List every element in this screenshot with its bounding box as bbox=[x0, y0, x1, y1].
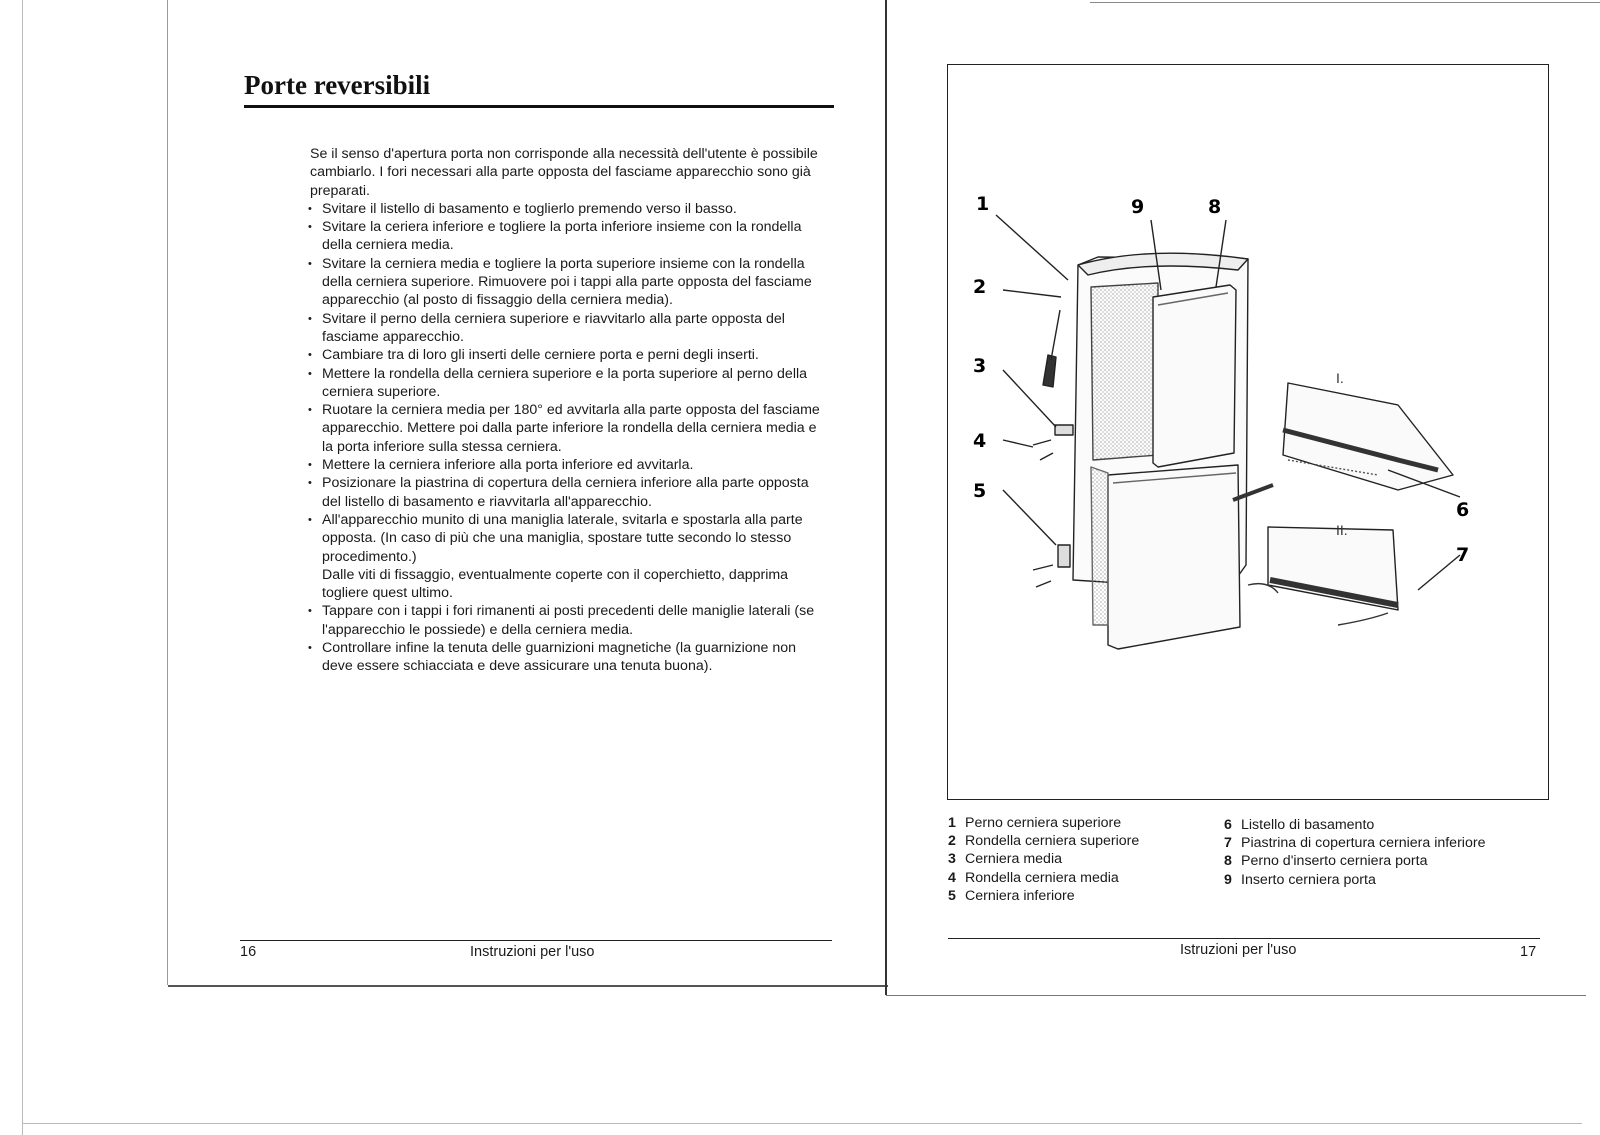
list-item: • Cambiare tra di loro gli inserti delle cerniere porta e perni degli inserti. bbox=[310, 346, 830, 364]
callout-6: 6 bbox=[1456, 499, 1470, 521]
page-title: Porte reversibili bbox=[244, 70, 431, 100]
list-item: • Controllare infine la tenuta delle guarnizioni magnetiche (la guarnizione non deve essere schiacciata e deve assicurare una tenuta buona). bbox=[310, 639, 830, 676]
legend-item: 5 Cerniera inferiore bbox=[948, 887, 1075, 904]
left-page-edge bbox=[167, 0, 168, 985]
callout-2: 2 bbox=[973, 276, 987, 298]
scan-bottom-border bbox=[22, 1123, 1582, 1124]
left-page-number: 16 bbox=[240, 944, 257, 960]
legend-item: 8 Perno d'inserto cerniera porta bbox=[1224, 853, 1428, 870]
inset-two-label: II. bbox=[1336, 522, 1348, 538]
list-item: • All'apparecchio munito di una maniglia laterale, svitarla e spostarla alla parte opposta. (In caso di più che una maniglia, spostare tutte secondo lo stesso procedimento.) bbox=[310, 511, 830, 566]
callout-7: 7 bbox=[1456, 544, 1470, 566]
left-page-bottom-edge bbox=[168, 985, 888, 987]
inset-two-panel bbox=[1268, 527, 1398, 610]
callout-1: 1 bbox=[976, 193, 990, 215]
callout-4: 4 bbox=[973, 430, 987, 452]
right-footer-rule bbox=[948, 938, 1540, 939]
legend-item: 1 Perno cerniera superiore bbox=[948, 815, 1122, 831]
legend-item: 4 Rondella cerniera media bbox=[948, 869, 1119, 886]
spine-line bbox=[885, 0, 887, 995]
legend-item: 3 Cerniera media bbox=[948, 851, 1062, 868]
step-note: Dalle viti di fissaggio, eventualmente coperte con il coperchietto, dapprima togliere quest ultimo. bbox=[322, 566, 789, 602]
list-item: • Tappare con i tappi i fori rimanenti ai posti precedenti delle maniglie laterali (se l'apparecchio le possiede) e della cerniera media. bbox=[310, 602, 830, 639]
figure-frame bbox=[947, 64, 1549, 800]
upper-door bbox=[1153, 285, 1236, 467]
list-item: • Svitare la ceriera inferiore e togliere la porta inferiore insieme con la rondella della cerniera media. bbox=[310, 218, 830, 255]
scan-left-border bbox=[22, 0, 23, 1135]
list-item: • Svitare la cerniera media e togliere la porta superiore insieme con la rondella della cerniera superiore. Rimuovere poi i tappi alla parte opposta del fasciame apparecchio (al posto di fissaggio della cerniera media). bbox=[310, 255, 830, 310]
list-item: • Svitare il listello di basamento e toglierlo premendo verso il basso. bbox=[310, 200, 830, 218]
left-footer-rule bbox=[240, 940, 832, 941]
lower-hinge bbox=[1058, 545, 1070, 567]
right-footer-title: Istruzioni per l'uso bbox=[1180, 942, 1297, 958]
intro-paragraph: Se il senso d'apertura porta non corrisponde alla necessità dell'utente è possibile cambiarlo. I fori necessari alla parte opposta del fasciame apparecchio sono già preparati. bbox=[310, 146, 818, 199]
instructions-body bbox=[310, 145, 830, 676]
list-item: • Ruotare la cerniera media per 180° ed avvitarla alla parte opposta del fasciame apparecchio. Mettere poi dalla parte inferiore la rondella della cerniera media e la porta inferiore sulla stessa cerniera. bbox=[310, 401, 830, 456]
legend-item: 7 Piastrina di copertura cerniera inferiore bbox=[1224, 835, 1486, 852]
steps-list-continued bbox=[310, 602, 830, 675]
legend-item: 6 Listello di basamento bbox=[1224, 817, 1375, 833]
callout-8: 8 bbox=[1208, 196, 1222, 218]
list-item: • Posizionare la piastrina di copertura della cerniera inferiore alla parte opposta del listello di basamento e riavvitarla all'apparecchio. bbox=[310, 474, 830, 511]
title-underline bbox=[244, 105, 834, 108]
legend-left bbox=[948, 814, 1139, 905]
upper-interior bbox=[1091, 283, 1158, 460]
scan-top-border bbox=[1090, 2, 1600, 3]
callout-5: 5 bbox=[973, 480, 987, 502]
screwdriver-icon bbox=[1043, 310, 1060, 387]
callout-3: 3 bbox=[973, 355, 987, 377]
steps-list bbox=[310, 200, 830, 566]
callout-9: 9 bbox=[1131, 196, 1145, 218]
list-item: • Svitare il perno della cerniera superiore e riavvitarlo alla parte opposta del fasciame apparecchio. bbox=[310, 310, 830, 347]
right-page-number: 17 bbox=[1520, 944, 1537, 960]
right-page-bottom-edge bbox=[886, 995, 1586, 996]
lower-door bbox=[1108, 465, 1240, 649]
legend-right bbox=[1224, 816, 1485, 889]
list-item: • Mettere la cerniera inferiore alla porta inferiore ed avvitarla. bbox=[310, 456, 830, 474]
legend-item: 9 Inserto cerniera porta bbox=[1224, 871, 1376, 888]
middle-hinge bbox=[1055, 425, 1073, 435]
left-footer-title: Instruzioni per l'uso bbox=[470, 944, 595, 960]
list-item: • Mettere la rondella della cerniera superiore e la porta superiore al perno della cerniera superiore. bbox=[310, 365, 830, 402]
inset-one-label: I. bbox=[1336, 370, 1344, 386]
fridge-illustration bbox=[948, 65, 1548, 799]
legend-item: 2 Rondella cerniera superiore bbox=[948, 833, 1140, 850]
